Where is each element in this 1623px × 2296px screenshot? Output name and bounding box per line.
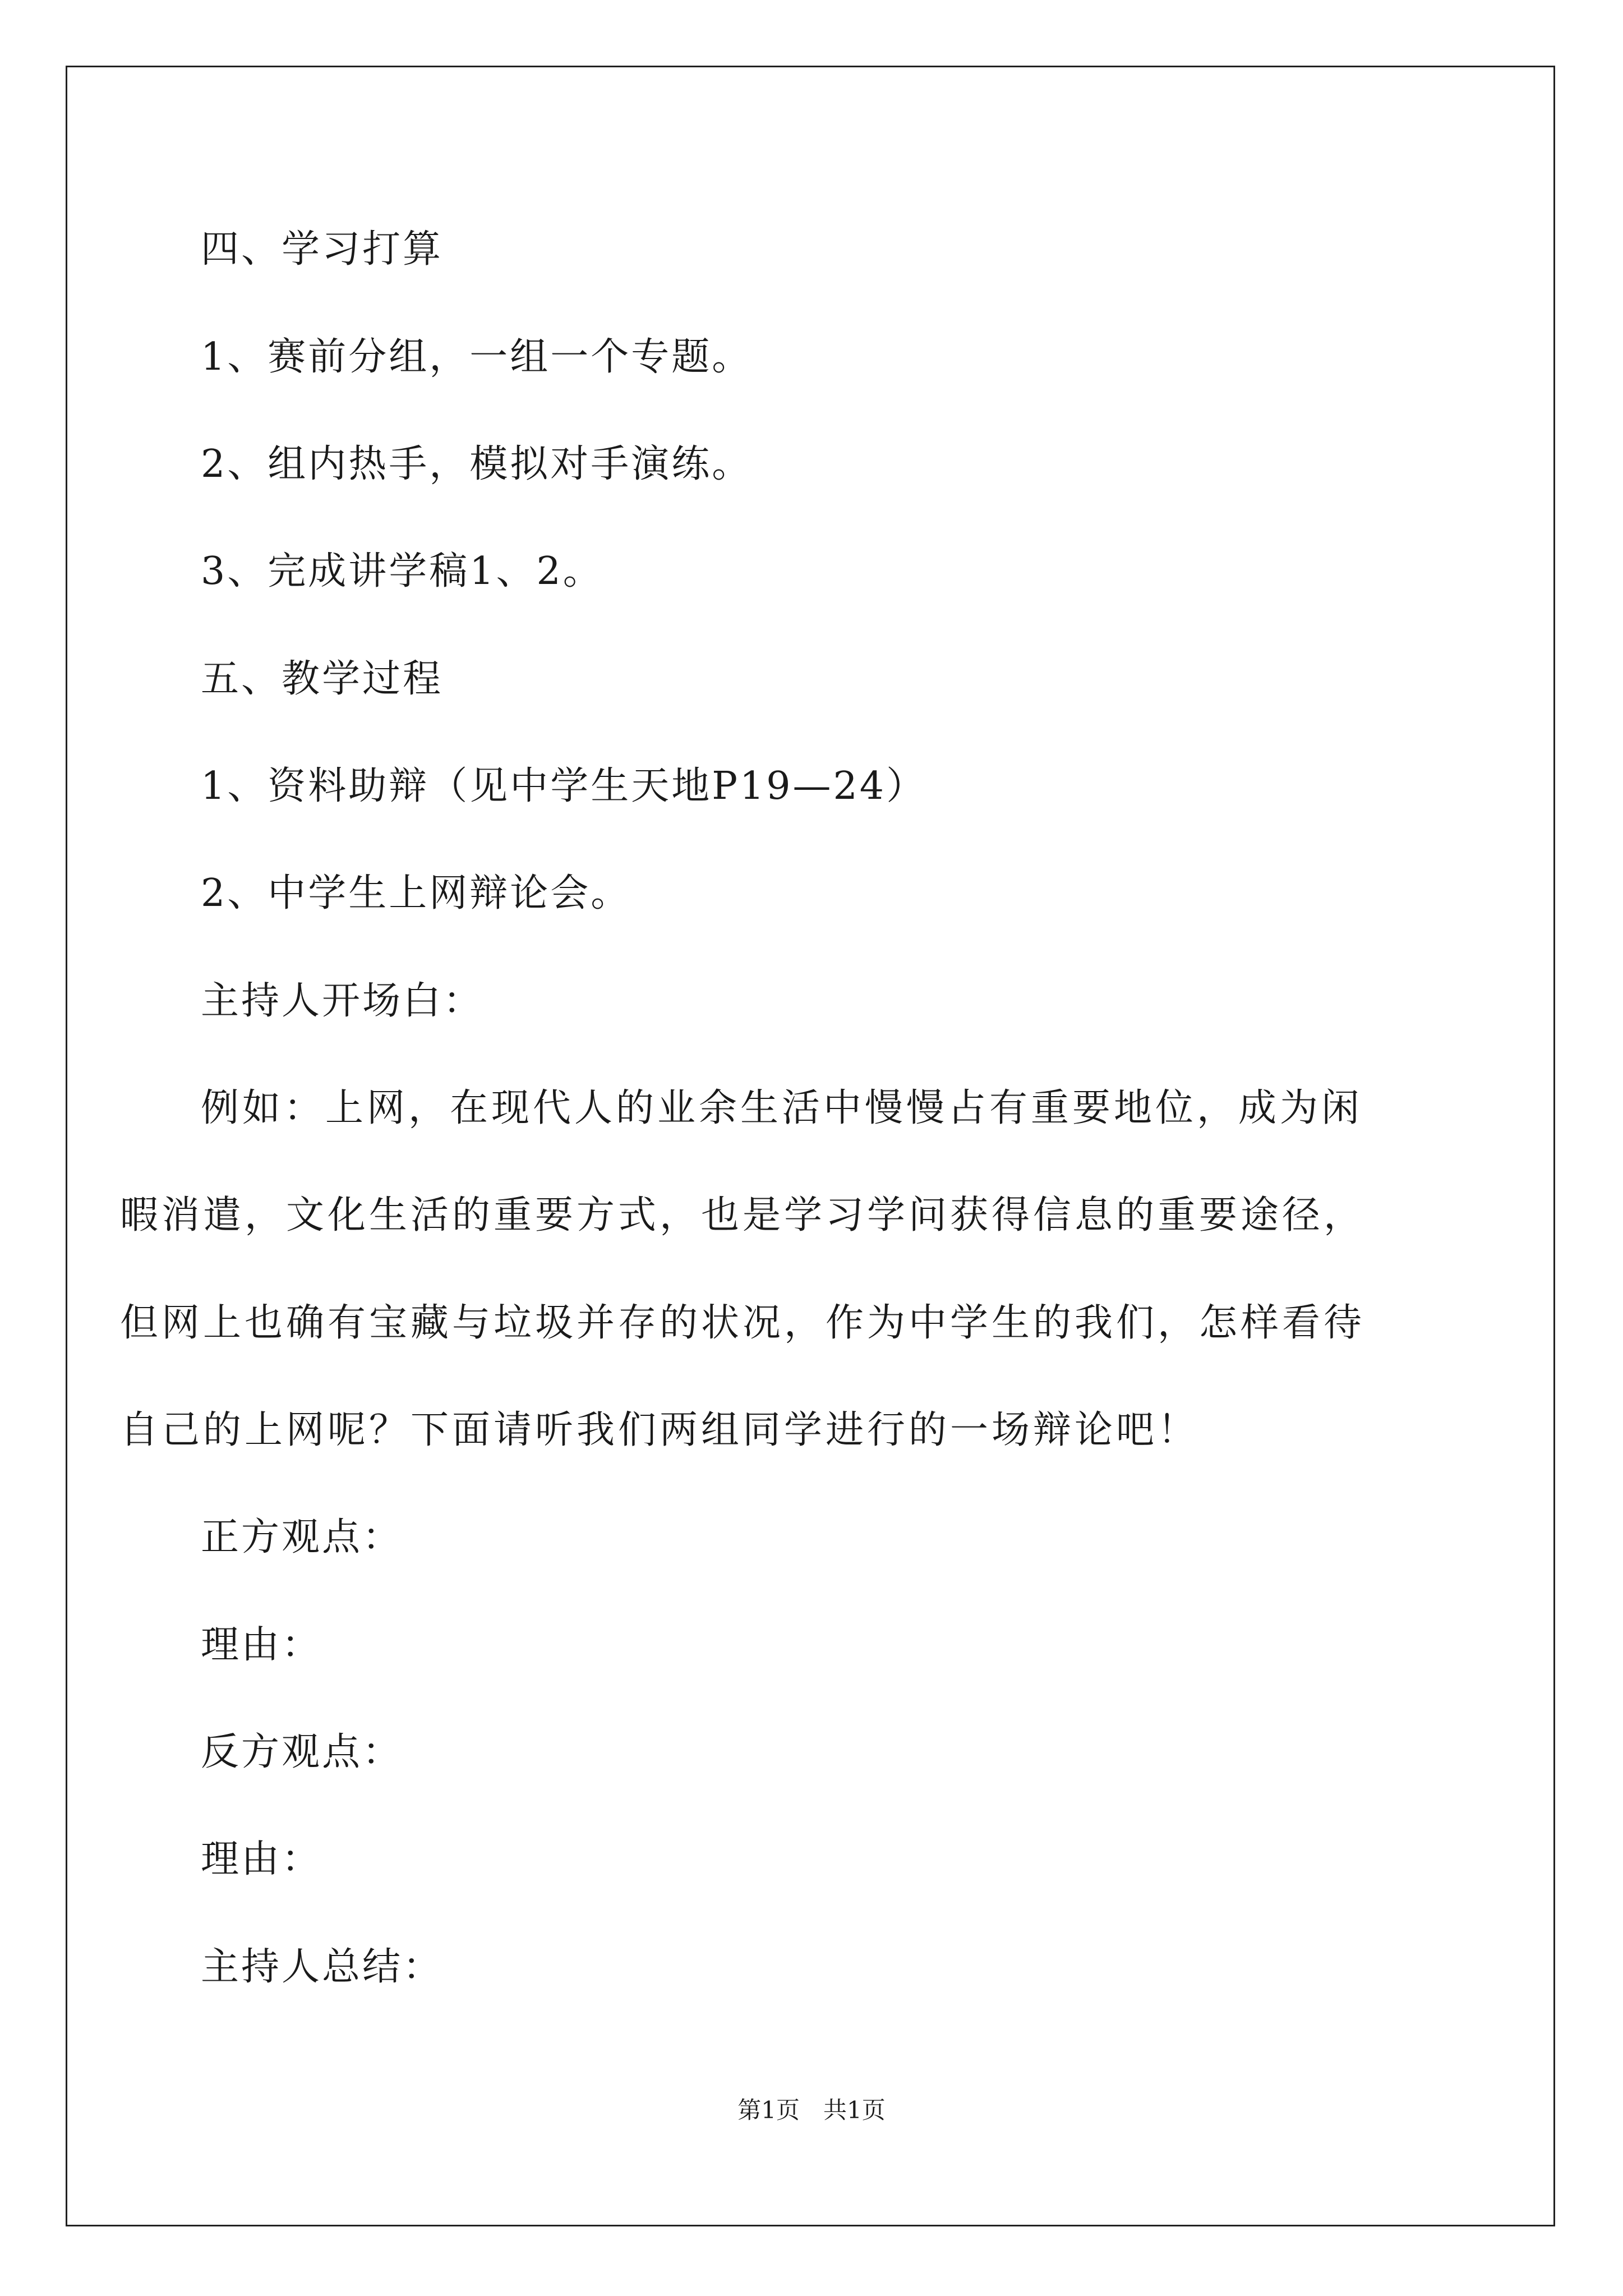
paragraph-line-1: 例如：上网，在现代人的业余生活中慢慢占有重要地位，成为闲 bbox=[201, 1086, 1363, 1130]
list-item-3: 3、完成讲学稿1、2。 bbox=[201, 549, 603, 593]
negative-reason-label: 理由： bbox=[201, 1837, 322, 1881]
heading-teaching-process: 五、教学过程 bbox=[201, 657, 444, 701]
page-footer: 第1页 共1页 bbox=[737, 2096, 886, 2124]
heading-study-plan: 四、学习打算 bbox=[201, 227, 444, 272]
affirmative-view-label: 正方观点： bbox=[201, 1515, 403, 1559]
negative-view-label: 反方观点： bbox=[201, 1730, 403, 1774]
list-item-materials: 1、资料助辩（见中学生天地P19—24） bbox=[201, 764, 927, 808]
host-opening-label: 主持人开场白： bbox=[201, 979, 484, 1023]
paragraph-line-3: 但网上也确有宝藏与垃圾并存的状况，作为中学生的我们，怎样看待 bbox=[120, 1301, 1366, 1345]
list-item-debate: 2、中学生上网辩论会。 bbox=[201, 871, 631, 915]
affirmative-reason-label: 理由： bbox=[201, 1623, 322, 1667]
paragraph-line-4: 自己的上网呢？下面请听我们两组同学进行的一场辩论吧！ bbox=[120, 1408, 1200, 1452]
paragraph-line-2: 暇消遣，文化生活的重要方式，也是学习学问获得信息的重要途径， bbox=[120, 1193, 1366, 1237]
host-summary-label: 主持人总结： bbox=[201, 1945, 444, 1989]
list-item-1: 1、赛前分组，一组一个专题。 bbox=[201, 335, 753, 379]
page-border bbox=[66, 66, 1555, 2226]
list-item-2: 2、组内热手，模拟对手演练。 bbox=[201, 442, 753, 486]
